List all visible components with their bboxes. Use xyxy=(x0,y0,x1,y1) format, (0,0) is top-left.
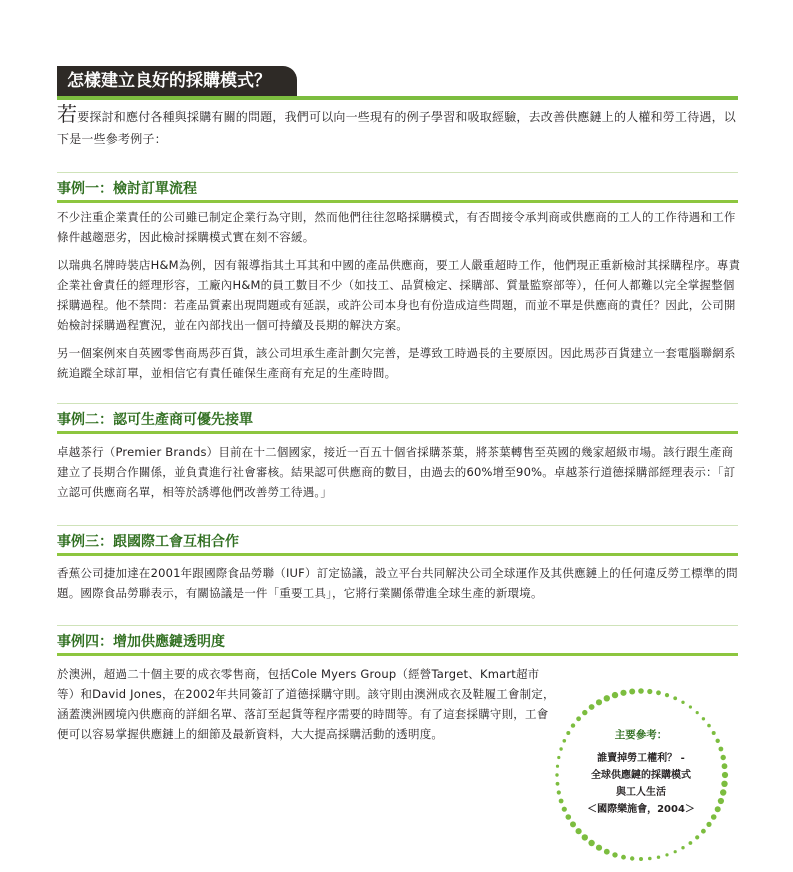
section-2-header xyxy=(57,403,738,434)
section-3-top-rule xyxy=(57,525,738,526)
section-3-paragraph-1: 香蕉公司捷加達在2001年跟國際食品勞聯（IUF）訂定協議，設立平台共同解決公司全球運作及其供應鏈上的任何違反勞工標準的問題。國際食品勞聯表示，有關協議是一件「重要工具」，它將行業關係帶進全球生產的新環境。 xyxy=(57,566,738,600)
section-4-paragraph-1: 於澳洲，超過二十個主要的成衣零售商，包括Cole Myers Group（經營Target、Kmart超市等）和David Jones，在2002年共同簽訂了道德採購守則。該守則由澳洲成衣及鞋履工會制定，涵蓋澳洲國境內供應商的詳細名單、落訂至起貨等程序需要的時間等。有了這套採購守則，工會便可以容易掌握供應鏈上的細節及最新資料，大大提高採購活動的透明度。 xyxy=(57,667,555,741)
badge-dot xyxy=(722,763,728,769)
badge-dot xyxy=(555,773,558,776)
reference-line-4: ＜國際樂施會，2004＞ xyxy=(587,804,695,815)
badge-dot xyxy=(722,772,728,778)
badge-dot xyxy=(589,704,595,710)
section-2-top-rule xyxy=(57,403,738,404)
badge-dot xyxy=(629,689,635,695)
badge-dot xyxy=(695,835,699,839)
badge-dot xyxy=(582,834,588,840)
section-1-header xyxy=(57,172,738,203)
badge-dot xyxy=(689,841,693,845)
section-4-rule xyxy=(57,653,738,656)
badge-dot xyxy=(639,857,643,861)
reference-badge xyxy=(560,727,722,818)
section-2-paragraph-1: 卓越茶行（Premier Brands）目前在十二個國家，接近一百五十個省採購茶葉，將茶葉轉售至英國的幾家超級市場。該行跟生產商建立了長期合作關係，並負責進行社會審核。結果認可供應商的數目，由過去的60%增至90%。卓越茶行道德採購部經理表示：「訂立認可供應商名單，相等於誘導他們改善勞工待遇。」 xyxy=(57,445,736,499)
reference-line-3: 與工人生活 xyxy=(616,787,666,798)
page-title: 怎樣建立良好的採購模式？ xyxy=(57,66,297,96)
section-3-heading: 事例三：跟國際工會互相合作 xyxy=(57,534,239,550)
badge-dot xyxy=(620,690,626,696)
badge-dot xyxy=(656,690,661,695)
badge-dot xyxy=(701,829,706,834)
badge-dot xyxy=(576,828,582,834)
badge-dot xyxy=(576,716,581,721)
reference-line-2: 全球供應鏈的採購模式 xyxy=(591,770,691,781)
badge-dot xyxy=(681,846,684,849)
badge-dot xyxy=(721,781,727,787)
badge-dot xyxy=(681,701,684,704)
title-rule xyxy=(57,96,738,100)
badge-dot xyxy=(673,696,677,700)
badge-dot xyxy=(596,699,602,705)
badge-dot xyxy=(630,856,634,860)
badge-dot xyxy=(665,693,669,697)
section-1-rule xyxy=(57,200,738,203)
section-1-paragraph-1: 不少注重企業責任的公司雖已制定企業行為守則，然而他們往往忽略採購模式，有否間接令承判商或供應商的工人的工作待遇和工作條件越趨惡劣，因此檢討採購模式實在刻不容緩。 xyxy=(57,210,736,244)
intro-text: 要探討和應付各種與採購有關的問題，我們可以向一些現有的例子學習和吸取經驗，去改善供應鏈上的人權和勞工待遇，以下是一些參考例子： xyxy=(57,110,737,146)
section-1-paragraph-3: 另一個案例來自英國零售商馬莎百貨，該公司坦承生產計劃欠完善，是導致工時過長的主要原因。因此馬莎百貨建立一套電腦聯網系統追蹤全球訂單，並相信它有責任確保生產商有充足的生產時間。 xyxy=(57,346,736,380)
badge-dot xyxy=(582,710,587,715)
badge-dot xyxy=(604,849,610,855)
badge-dot xyxy=(665,853,668,856)
badge-dot xyxy=(706,822,711,827)
section-1-paragraph-2: 以瑞典名牌時裝店H&M為例，因有報導指其土耳其和中國的產品供應商，要工人嚴重超時工作，他們現正重新檢討其採購程序。專責企業社會責任的經理形容，工廠內H&M的員工數目不少（如技工、品質檢定、採購部、質量監察部等），任何人都難以完全掌握整個採購過程。他不禁問：若產品質素出現問題或有延誤，或許公司本身也有份造成這些問題，而並不單是供應商的責任？因此，公司開始檢討採購過程實況，並在內部找出一個可持續及長期的解決方案。 xyxy=(57,258,741,332)
section-4-top-rule xyxy=(57,625,738,626)
intro-paragraph xyxy=(57,104,745,150)
badge-dot xyxy=(657,856,660,859)
section-3-rule xyxy=(57,553,738,556)
badge-dot xyxy=(588,840,594,846)
badge-dot xyxy=(604,695,610,701)
section-4-header xyxy=(57,625,738,656)
badge-dot xyxy=(648,857,652,861)
badge-dot xyxy=(596,845,602,851)
section-2-rule xyxy=(57,431,738,434)
badge-dot xyxy=(570,821,576,827)
section-4-heading: 事例四：增加供應鏈透明度 xyxy=(57,634,225,650)
section-1-heading: 事例一：檢討訂單流程 xyxy=(57,181,197,197)
section-3-header xyxy=(57,525,738,556)
badge-dot xyxy=(674,850,677,853)
badge-dot xyxy=(696,711,699,714)
badge-dot xyxy=(612,852,617,857)
intro-dropcap: 若 xyxy=(57,102,78,126)
badge-dot xyxy=(612,692,618,698)
badge-dot xyxy=(638,688,644,694)
reference-heading: 主要參考： xyxy=(614,729,668,741)
section-2-heading: 事例二：認可生產商可優先接單 xyxy=(57,412,253,428)
badge-dot xyxy=(689,705,692,708)
badge-dot xyxy=(647,689,652,694)
badge-dot xyxy=(556,765,559,768)
reference-line-1: 誰賣掉勞工權利？ - xyxy=(597,753,685,764)
section-1-top-rule xyxy=(57,172,738,173)
badge-dot xyxy=(702,717,705,720)
badge-dot xyxy=(556,782,560,786)
badge-dot xyxy=(621,855,626,860)
